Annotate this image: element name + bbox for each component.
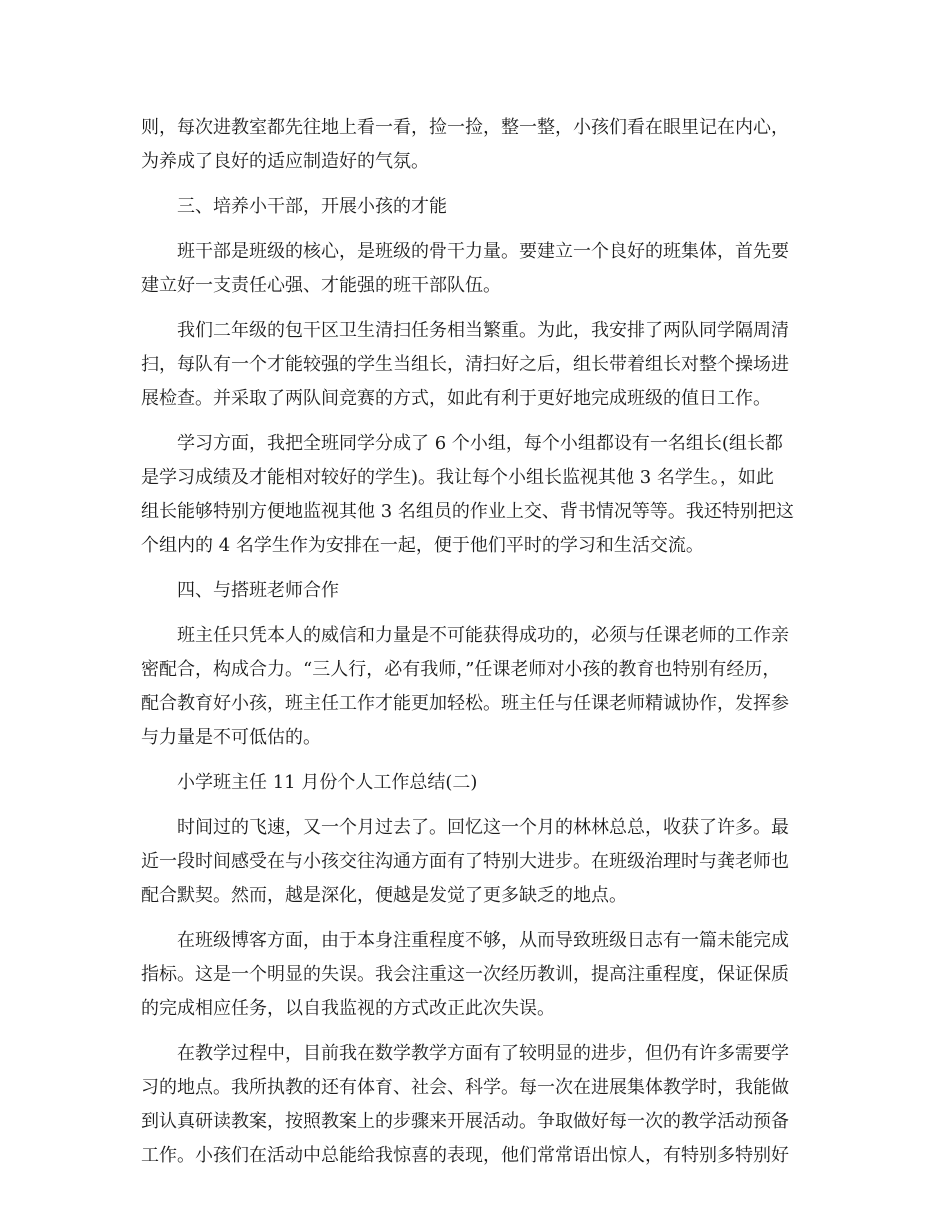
paragraph-line: 习的地点。我所执教的还有体育、社会、科学。每一次在进展集体教学时，我能做 [141,1077,789,1098]
paragraph-line: 到认真研读教案，按照教案上的步骤来开展活动。争取做好每一次的教学活动预备 [141,1111,789,1132]
paragraph-1 [141,111,800,179]
paragraph-5 [141,619,800,755]
paragraph-line: 我们二年级的包干区卫生清扫任务相当繁重。为此，我安排了两队同学隔周清 [177,320,789,341]
paragraph-line: 班干部是班级的核心，是班级的骨干力量。要建立一个良好的班集体，首先要 [177,241,789,262]
paragraph-line: 扫，每队有一个才能较强的学生当组长，清扫好之后，组长带着组长对整个操场进 [141,354,789,375]
paragraph-line: 工作。小孩们在活动中总能给我惊喜的表现，他们常常语出惊人，有特别多特别好 [141,1145,789,1166]
paragraph-line: 组长能够特别方便地监视其他 3 名组员的作业上交、背书情况等等。我还特别把这 [141,501,794,522]
paragraph-line: 建立好一支责任心强、才能强的班干部队伍。 [141,275,501,296]
heading-line: 四、与搭班老师合作 [177,580,339,601]
paragraph-7 [141,924,800,1026]
paragraph-line: 配合教育好小孩，班主任工作才能更加轻松。班主任与任课老师精诚协作，发挥参 [141,693,789,714]
paragraph-6 [141,811,800,913]
paragraph-line: 近一段时间感受在与小孩交往沟通方面有了特别大进步。在班级治理时与龚老师也 [141,851,789,872]
section-heading-3 [141,190,800,224]
heading-line: 小学班主任 11 月份个人工作总结(二) [177,772,478,793]
paragraph-line: 指标。这是一个明显的失误。我会注重这一次经历教训，提高注重程度，保证保质 [141,964,789,985]
paragraph-line: 为养成了良好的适应制造好的气氛。 [141,151,429,172]
heading-line: 三、培养小干部，开展小孩的才能 [177,196,447,217]
paragraph-line: 则，每次进教室都先往地上看一看，捡一捡，整一整，小孩们看在眼里记在内心， [141,117,789,138]
paragraph-3 [141,314,800,416]
paragraph-line: 个组内的 4 名学生作为安排在一起，便于他们平时的学习和生活交流。 [141,535,704,556]
article-title-2 [141,766,800,800]
paragraph-2 [141,235,800,303]
paragraph-line: 配合默契。然而，越是深化，便越是发觉了更多缺乏的地点。 [141,885,627,906]
paragraph-line: 与力量是不可低估的。 [141,727,321,748]
paragraph-8 [141,1037,800,1173]
paragraph-line: 是学习成绩及才能相对较好的学生)。我让每个小组长监视其他 3 名学生。，如此 [141,467,774,488]
paragraph-line: 时间过的飞速，又一个月过去了。回忆这一个月的林林总总，收获了许多。最 [177,817,789,838]
paragraph-line: 在教学过程中，目前我在数学教学方面有了较明显的进步，但仍有许多需要学 [177,1043,789,1064]
paragraph-line: 展检查。并采取了两队间竞赛的方式，如此有利于更好地完成班级的值日工作。 [141,388,771,409]
paragraph-line: 学习方面，我把全班同学分成了 6 个小组，每个小组都设有一名组长(组长都 [177,433,783,454]
paragraph-line: 班主任只凭本人的威信和力量是不可能获得成功的，必须与任课老师的工作亲 [177,625,789,646]
section-heading-4 [141,574,800,608]
paragraph-line: 的完成相应任务，以自我监视的方式改正此次失误。 [141,998,555,1019]
paragraph-line: 密配合，构成合力。“三人行，必有我师，”任课老师对小孩的教育也特别有经历， [141,659,781,680]
paragraph-line: 在班级博客方面，由于本身注重程度不够，从而导致班级日志有一篇未能完成 [177,930,789,951]
paragraph-4 [141,427,800,563]
